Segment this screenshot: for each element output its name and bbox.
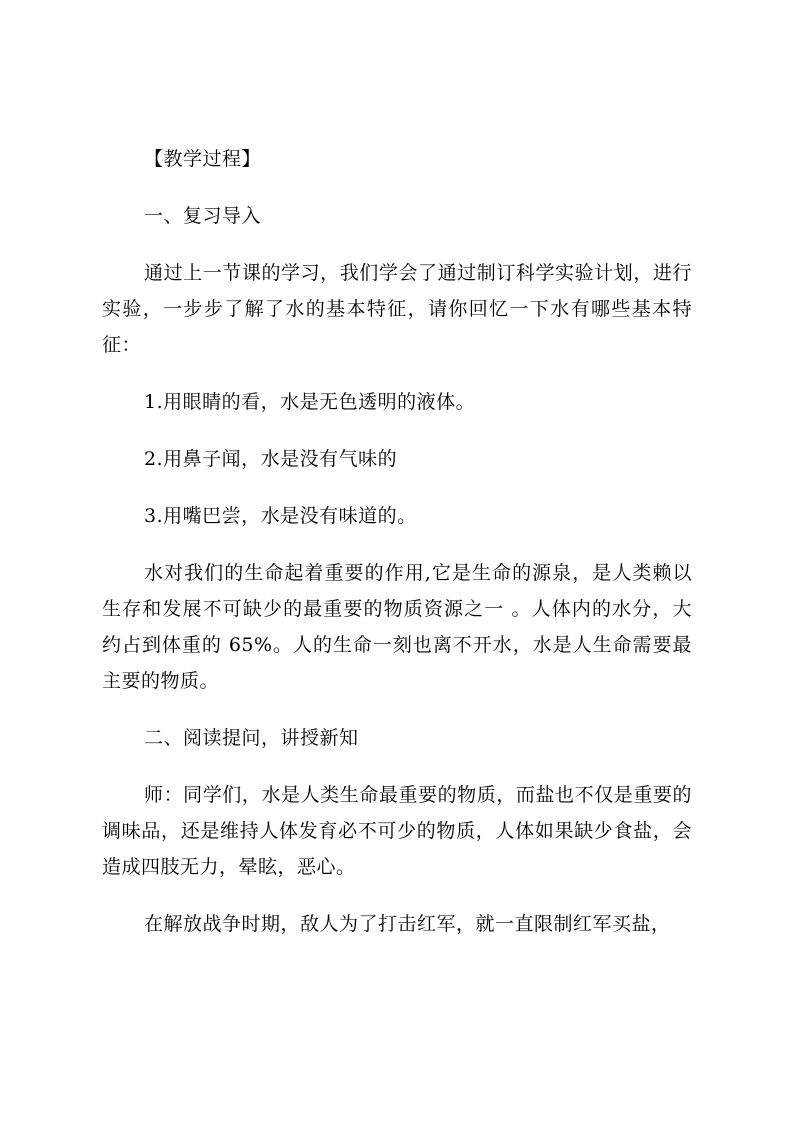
paragraph-liberation-war: 在解放战争时期，敌人为了打击红军，就一直限制红军买盐， — [144, 913, 671, 935]
paragraph-intro: 通过上一节课的学习，我们学会了通过制订科学实验计划，进行实验，一步步了解了水的基本特征，请你回忆一下水有哪些基本特征： — [102, 262, 692, 356]
section-heading-reading: 二、阅读提问，讲授新知 — [144, 727, 359, 749]
list-item-1: 1.用眼睛的看，水是无色透明的液体。 — [144, 391, 476, 413]
document-body — [102, 141, 692, 942]
paragraph-water-importance: 水对我们的生命起着重要的作用,它是生命的源泉，是人类赖以生存和发展不可缺少的最重要的物质资源之一 。人体内的水分，大约占到体重的 65%。人的生命一刻也离不开水，水是人生命需要最主要的物质。 — [102, 562, 692, 692]
list-item-2: 2.用鼻子闻，水是没有气味的 — [144, 448, 398, 470]
section-heading-teaching-process: 【教学过程】 — [144, 148, 262, 170]
paragraph-teacher-salt: 师：同学们，水是人类生命最重要的物质，而盐也不仅是重要的调味品，还是维持人体发育必不可少的物质，人体如果缺少食盐，会造成四肢无力，晕眩，恶心。 — [102, 784, 692, 878]
section-heading-review: 一、复习导入 — [144, 205, 262, 227]
list-item-3: 3.用嘴巴尝，水是没有味道的。 — [144, 505, 417, 527]
